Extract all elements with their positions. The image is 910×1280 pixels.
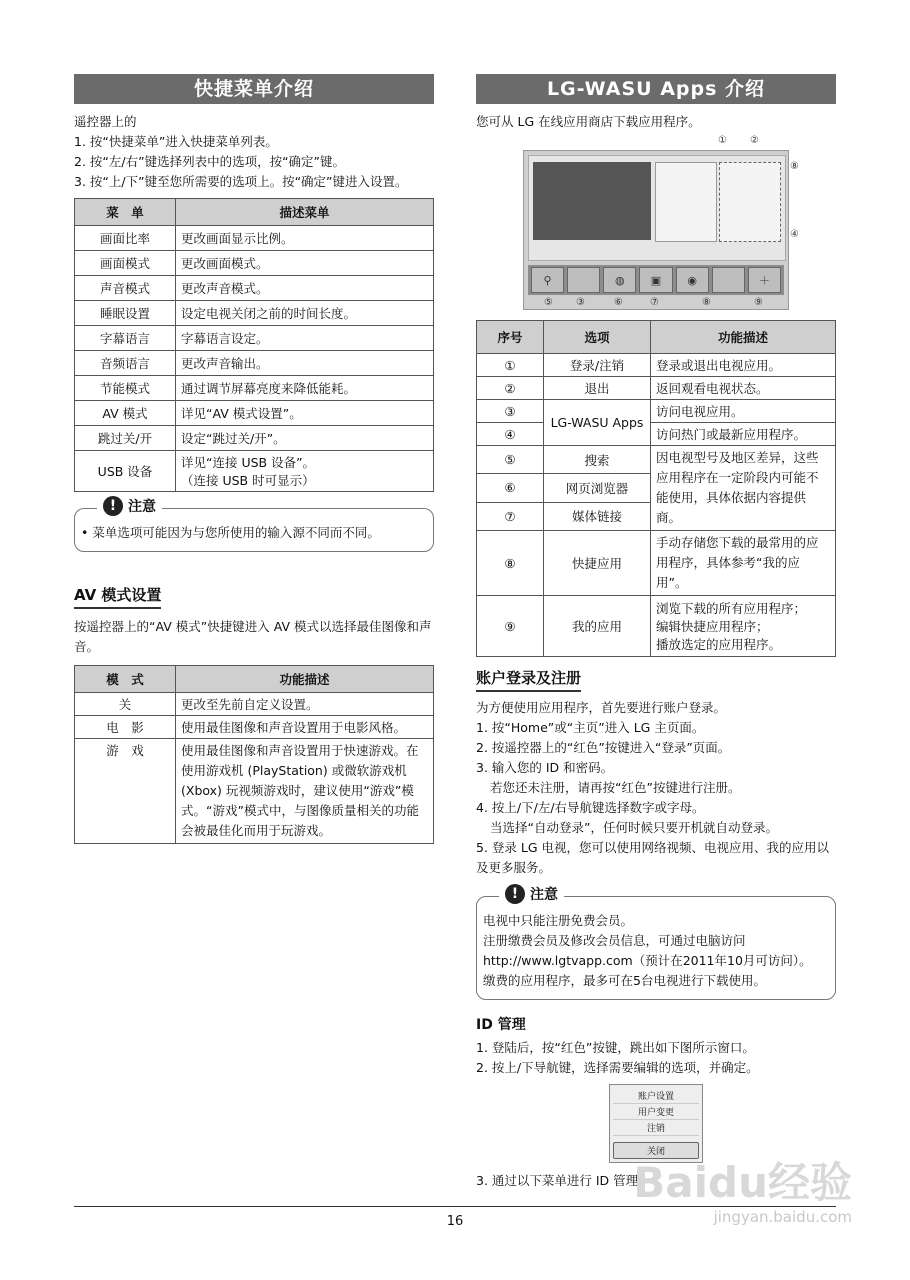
note-line: 注册缴费会员及修改会员信息，可通过电脑访问 <box>483 933 746 948</box>
table-cell: 字幕语言设定。 <box>176 326 434 351</box>
table-row <box>477 400 836 423</box>
av-section <box>74 584 434 844</box>
table-header-row <box>75 666 434 693</box>
quick-menu-title: 快捷菜单介绍 <box>74 74 434 104</box>
note-line: http://www.lgtvapp.com（预计在2011年10月可访问）。 <box>483 953 812 968</box>
watermark-url: jingyan.baidu.com <box>713 1208 852 1226</box>
tv-screenshot <box>523 135 799 310</box>
table-cell: 设定电视关闭之前的时间长度。 <box>176 301 434 326</box>
table-cell: 关 <box>75 693 176 716</box>
callout: ① <box>718 135 727 146</box>
apps-table <box>476 320 836 657</box>
table-cell: 通过调节屏幕亮度来降低能耗。 <box>176 376 434 401</box>
page-number: 16 <box>446 1214 464 1229</box>
table-row <box>75 426 434 451</box>
table-cell: 更改画面显示比例。 <box>176 226 434 251</box>
table-cell: 声音模式 <box>75 276 176 301</box>
table-cell: 访问热门或最新应用程序。 <box>651 423 836 446</box>
table-cell: USB 设备 <box>75 451 176 492</box>
table-row <box>477 423 836 446</box>
quick-menu-intro <box>74 112 434 192</box>
note-box <box>74 498 434 552</box>
note-title <box>499 884 564 904</box>
table-cell: ② <box>477 377 544 400</box>
table-cell: 退出 <box>544 377 651 400</box>
callout: ⑥ <box>614 297 623 308</box>
menu-item-logout[interactable]: 注销 <box>613 1120 699 1136</box>
table-cell: ① <box>477 354 544 377</box>
table-row <box>75 301 434 326</box>
av-intro: 按遥控器上的“AV 模式”快捷键进入 AV 模式以选择最佳图像和声音。 <box>74 619 432 654</box>
account-line: 为方便使用应用程序，首先要进行账户登录。 <box>476 700 727 715</box>
account-line: 4. 按上/下/左/右导航键选择数字或字母。 <box>476 800 705 815</box>
table-row <box>75 276 434 301</box>
right-column <box>476 74 836 1191</box>
table-cell: 电 影 <box>75 716 176 739</box>
table-header: 功能描述 <box>651 321 836 354</box>
callout: ④ <box>790 229 799 240</box>
table-cell: 更改声音模式。 <box>176 276 434 301</box>
app-icon: ◉ <box>676 267 709 293</box>
table-cell: 媒体链接 <box>544 502 651 530</box>
table-row <box>75 716 434 739</box>
menu-item-account-settings[interactable]: 账户设置 <box>613 1088 699 1104</box>
table-header: 描述菜单 <box>176 199 434 226</box>
table-cell: ⑨ <box>477 596 544 657</box>
apps-title: LG-WASU Apps 介绍 <box>476 74 836 104</box>
av-mode-table <box>74 665 434 844</box>
table-cell: 音频语言 <box>75 351 176 376</box>
note-title-text: 注意 <box>128 499 156 515</box>
table-cell: ⑤ <box>477 446 544 474</box>
table-cell: ③ <box>477 400 544 423</box>
exclamation-icon: ! <box>505 884 525 904</box>
table-cell: 网页浏览器 <box>544 474 651 502</box>
table-header: 选项 <box>544 321 651 354</box>
note-text: • 菜单选项可能因为与您所使用的输入源不同而不同。 <box>81 525 380 540</box>
table-row <box>75 226 434 251</box>
table-cell: 睡眠设置 <box>75 301 176 326</box>
table-row <box>75 401 434 426</box>
callout: ③ <box>576 297 585 308</box>
av-heading: AV 模式设置 <box>74 584 161 609</box>
left-column <box>74 74 434 844</box>
table-header-row <box>477 321 836 354</box>
account-section <box>476 667 836 878</box>
table-cell: ⑦ <box>477 502 544 530</box>
menu-item-change-user[interactable]: 用户变更 <box>613 1104 699 1120</box>
table-row <box>477 531 836 596</box>
table-row <box>477 354 836 377</box>
table-cell: 更改画面模式。 <box>176 251 434 276</box>
table-cell: 快捷应用 <box>544 531 651 596</box>
intro-line: 遥控器上的 <box>74 114 137 129</box>
table-cell: ⑥ <box>477 474 544 502</box>
table-header: 功能描述 <box>176 666 434 693</box>
note-title <box>97 496 162 516</box>
note-box-2 <box>476 886 836 1000</box>
callout: ⑨ <box>754 297 763 308</box>
apps-intro: 您可从 LG 在线应用商店下载应用程序。 <box>476 114 701 129</box>
callout: ⑤ <box>544 297 553 308</box>
cell-line: 编辑快捷应用程序； <box>656 619 769 634</box>
search-icon: ⚲ <box>531 267 564 293</box>
table-header: 菜 单 <box>75 199 176 226</box>
account-line: 3. 输入您的 ID 和密码。 <box>476 760 614 775</box>
tv-web-panel <box>655 162 717 242</box>
exclamation-icon: ! <box>103 496 123 516</box>
table-header: 序号 <box>477 321 544 354</box>
callout: ② <box>750 135 759 146</box>
table-cell: 搜索 <box>544 446 651 474</box>
table-header-row <box>75 199 434 226</box>
table-cell: 游 戏 <box>75 739 176 844</box>
table-row <box>75 376 434 401</box>
account-line: 1. 按“Home”或“主页”进入 LG 主页面。 <box>476 720 705 735</box>
table-cell: 登录/注销 <box>544 354 651 377</box>
note-line: 电视中只能注册免费会员。 <box>483 913 634 928</box>
close-button[interactable]: 关闭 <box>613 1142 699 1159</box>
account-heading: 账户登录及注册 <box>476 667 581 692</box>
table-cell: 返回观看电视状态。 <box>651 377 836 400</box>
id-step: 3. 通过以下菜单进行 ID 管理。 <box>476 1173 651 1188</box>
app-icon <box>712 267 745 293</box>
intro-line: 3. 按“上/下”键至您所需要的选项上。按“确定”键进入设置。 <box>74 174 408 189</box>
table-cell: LG-WASU Apps <box>544 400 651 446</box>
table-cell: 更改声音输出。 <box>176 351 434 376</box>
table-cell: 跳过关/开 <box>75 426 176 451</box>
callout: ⑧ <box>790 161 799 172</box>
table-cell: 使用最佳图像和声音设置用于电影风格。 <box>176 716 434 739</box>
table-cell: 使用最佳图像和声音设置用于快速游戏。在使用游戏机 (PlayStation) 或微软游戏机 (Xbox) 玩视频游戏时，建议使用“游戏”模式。“游戏”模式中，与图像质量相关的功能会被最佳化而用于玩游戏。 <box>176 739 434 844</box>
table-cell: 画面模式 <box>75 251 176 276</box>
id-step: 2. 按上/下导航键，选择需要编辑的选项，并确定。 <box>476 1060 759 1075</box>
table-cell: 节能模式 <box>75 376 176 401</box>
table-cell: 因电视型号及地区差异，这些应用程序在一定阶段内可能不能使用，具体依据内容提供商。 <box>651 446 836 531</box>
watermark-logo: Baidu经验 <box>633 1158 852 1207</box>
quick-menu-table <box>74 198 434 492</box>
intro-line: 2. 按“左/右”键选择列表中的选项，按“确定”键。 <box>74 154 346 169</box>
table-header: 模 式 <box>75 666 176 693</box>
callout: ⑦ <box>650 297 659 308</box>
id-heading: ID 管理 <box>476 1017 526 1033</box>
table-cell: 画面比率 <box>75 226 176 251</box>
table-cell: 手动存储您下载的最常用的应用程序，具体参考“我的应用”。 <box>651 531 836 596</box>
tv-dock <box>528 265 784 295</box>
note-title-text: 注意 <box>530 887 558 903</box>
table-row <box>75 693 434 716</box>
table-row <box>75 351 434 376</box>
callout: ⑧ <box>702 297 711 308</box>
table-cell: 更改至先前自定义设置。 <box>176 693 434 716</box>
tv-video-preview <box>533 162 651 240</box>
table-cell: 详见“AV 模式设置”。 <box>176 401 434 426</box>
cell-line: （连接 USB 时可显示） <box>181 473 315 488</box>
table-cell: 访问电视应用。 <box>651 400 836 423</box>
table-cell <box>651 596 836 657</box>
cell-line: 浏览下载的所有应用程序； <box>656 601 807 616</box>
account-line: 2. 按遥控器上的“红色”按键进入“登录”页面。 <box>476 740 731 755</box>
intro-line: 1. 按“快捷菜单”进入快捷菜单列表。 <box>74 134 278 149</box>
table-cell: 字幕语言 <box>75 326 176 351</box>
table-cell: 设定“跳过关/开”。 <box>176 426 434 451</box>
table-row <box>477 446 836 474</box>
table-cell: 登录或退出电视应用。 <box>651 354 836 377</box>
tv-apps-panel <box>719 162 781 242</box>
browser-icon: ◍ <box>603 267 636 293</box>
table-cell: ④ <box>477 423 544 446</box>
table-row <box>477 596 836 657</box>
table-cell: AV 模式 <box>75 401 176 426</box>
app-icon <box>567 267 600 293</box>
cell-line: 播放选定的应用程序。 <box>656 637 782 652</box>
table-row <box>75 326 434 351</box>
account-line: 若您还未注册，请再按“红色”按键进行注册。 <box>490 780 741 795</box>
cell-line: 详见“连接 USB 设备”。 <box>181 455 316 470</box>
table-row <box>75 251 434 276</box>
table-row <box>477 377 836 400</box>
media-icon: ▣ <box>639 267 672 293</box>
note-line: 缴费的应用程序，最多可在5台电视进行下载使用。 <box>483 973 766 988</box>
id-step: 1. 登陆后，按“红色”按键，跳出如下图所示窗口。 <box>476 1040 755 1055</box>
table-cell <box>176 451 434 492</box>
add-icon: ＋ <box>748 267 781 293</box>
tv-home-screen <box>528 155 786 261</box>
account-line: 当选择“自动登录”，任何时候只要开机就自动登录。 <box>490 820 778 835</box>
table-row <box>75 739 434 844</box>
table-row <box>75 451 434 492</box>
table-cell: ⑧ <box>477 531 544 596</box>
account-line: 5. 登录 LG 电视，您可以使用网络视频、电视应用、我的应用以及更多服务。 <box>476 840 829 875</box>
table-cell: 我的应用 <box>544 596 651 657</box>
